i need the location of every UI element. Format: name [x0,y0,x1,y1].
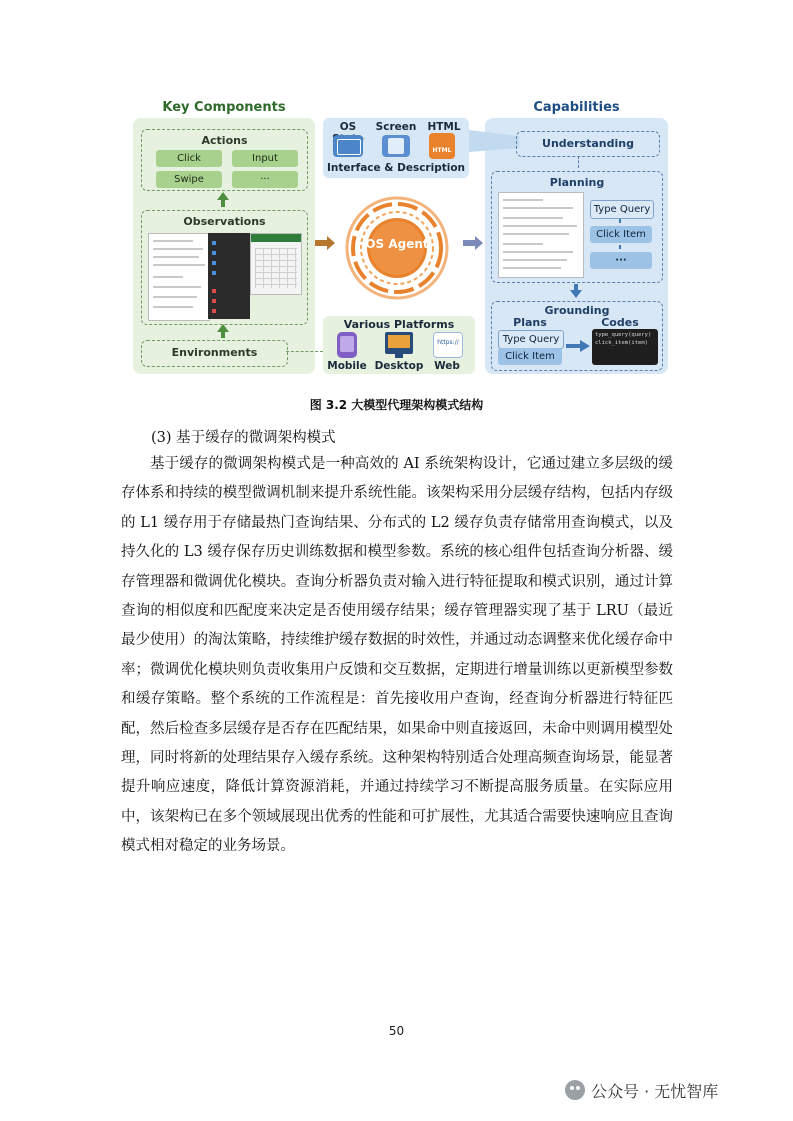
planning-title: Planning [549,176,605,189]
observation-webpage-screenshot [148,233,210,321]
footer-account-name: 公众号 · 无忧智库 [591,1082,719,1101]
action-input-chip: Input [232,150,298,167]
web-label: Web [434,360,460,372]
screen-label: Screen [375,121,417,133]
actions-title: Actions [201,134,248,147]
observation-spreadsheet-screenshot [250,233,302,295]
web-browser-icon: https:// [433,332,463,358]
os-state-icon [333,135,363,157]
observations-title: Observations [183,215,266,228]
environments-connector [286,351,323,352]
environments-label: Environments [171,346,258,359]
connector-wedge [469,126,519,156]
grounding-title: Grounding [544,304,610,317]
mobile-label: Mobile [327,360,367,372]
wechat-icon [565,1080,585,1100]
plans-label: Plans [513,316,547,329]
desktop-label: Desktop [374,360,424,372]
plan-click-item-step: Click Item [590,226,652,243]
body-paragraph: 基于缓存的微调架构模式是一种高效的 AI 系统架构设计，它通过建立多层级的缓存体系和持续的模型微调机制来提升系统性能。该架构采用分层缓存结构，包括内存级的 L1 缓存用于存储最热门查询结果、分布式的 L2 缓存负责存储常用查询模式，以及持久化的 L3 缓存保存历史训练数据和模型参数。系统的核心组件包括查询分析器、缓存管理器和微调优化模块。查询分析器负责对输入进行特征提取和模式识别，通过计算查询的相似度和匹配度来决定是否使用缓存结果；缓存管理器实现了基于 LRU（最近最少使用）的淘汰策略，持续维护缓存数据的时效性，并通过动态调整来优化缓存命中率；微调优化模块则负责收集用户反馈和交互数据，定期进行增量训练以更新模型参数和缓存策略。整个系统的工作流程是：首先接收用户查询，经查询分析器进行特征匹配，然后检查多层缓存是否存在匹配结果，如果命中则直接返回，未命中则调用模型处理，同时将新的处理结果存入缓存系统。这种架构特别适合处理高频查询场景，能显著提升响应速度，降低计算资源消耗，并通过持续学习不断提高服务质量。在实际应用中，该架构已在多个领域展现出优秀的性能和可扩展性，尤其适合需要快速响应且查询模式相对稳定的业务场景。 [121,456,673,855]
right-arrow-icon [566,340,590,352]
figure-caption: 图 3.2 大模型代理架构模式结构 [309,398,484,412]
key-components-title: Key Components [162,100,286,115]
observation-mobile-screenshot [208,233,250,319]
os-state-label: OS [339,121,357,133]
html-label: HTML [427,121,461,133]
grounding-click-item-plan: Click Item [498,348,562,365]
mobile-icon [337,332,357,358]
action-click-chip: Click [156,150,222,167]
plan-type-query-step: Type Query [590,200,654,219]
action-swipe-chip: Swipe [156,171,222,188]
up-arrow-stem [221,200,225,207]
planning-box [491,171,663,283]
os-agent-label: OS Agent [365,237,429,251]
page-number: 50 [388,1024,405,1038]
interface-caption: Interface & Description [326,162,466,174]
html-file-icon: HTML [429,133,455,159]
up-arrow-stem [221,332,225,338]
right-arrow-icon [463,236,483,250]
understanding-label: Understanding [542,137,634,150]
architecture-figure [133,96,668,378]
actions-box [141,129,308,191]
down-arrow-icon [570,290,582,298]
up-arrow-icon [217,192,229,200]
observations-box [141,210,308,325]
right-arrow-icon [315,236,335,250]
down-arrow-stem [619,245,621,249]
down-arrow-stem [619,219,621,223]
code-line-click-item: click_item(item) [595,340,648,346]
wechat-footer [565,1077,775,1103]
action-more-chip: ··· [232,171,298,188]
plan-more-step: ··· [590,252,652,269]
desktop-icon [385,332,413,354]
codes-label: Codes [601,316,639,329]
capabilities-title: Capabilities [533,100,620,115]
section-heading: (3) 基于缓存的微调架构模式 [151,430,336,446]
understanding-connector [578,156,579,168]
up-arrow-icon [217,324,229,332]
grounding-box [491,301,663,371]
interface-panel [323,118,469,178]
environments-box [141,340,288,367]
platforms-title: Various Platforms [343,318,455,331]
understanding-box [516,131,660,157]
screen-icon [382,135,410,157]
grounding-type-query-plan: Type Query [498,330,564,349]
grounding-code-block [592,329,658,365]
platforms-panel [323,316,475,374]
planning-webpage-screenshot [498,192,584,278]
code-line-type-query: type_query(query) [595,332,652,338]
